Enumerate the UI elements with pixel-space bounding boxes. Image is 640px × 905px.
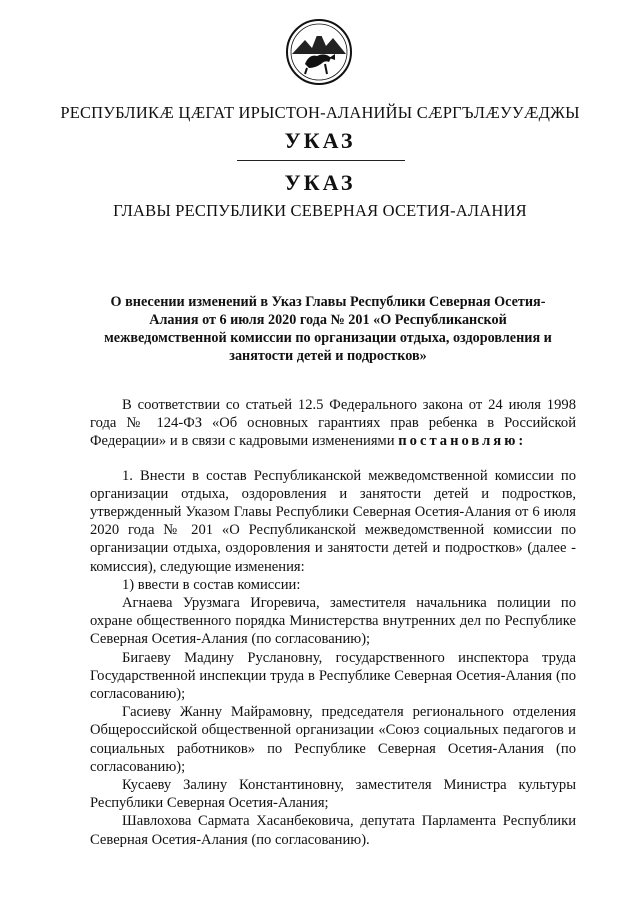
member-kusaeva: Кусаеву Залину Константиновну, заместителя Министра культуры Республики Северная Осетия-Алания; bbox=[90, 777, 576, 812]
header-head-of-republic: ГЛАВЫ РЕСПУБЛИКИ СЕВЕРНАЯ ОСЕТИЯ-АЛАНИЯ bbox=[113, 201, 527, 220]
coat-of-arms-emblem bbox=[285, 18, 353, 86]
paragraph-subitem-1: 1) ввести в состав комиссии: bbox=[122, 576, 301, 593]
decree-body bbox=[90, 396, 576, 849]
header-divider bbox=[237, 160, 405, 161]
header-ukaz-russian: УКАЗ bbox=[284, 170, 356, 195]
header-republic-ossetian: РЕСПУБЛИКӔ ЦӔГАТ ИРЫСТОН-АЛАНИЙЫ СӔРГЪЛӔУУӔДЖЫ bbox=[60, 103, 580, 122]
preamble-text: В соответствии со статьей 12.5 Федерального закона от 24 июля 1998 года № 124-ФЗ «Об основных гарантиях прав ребенка в Российской Федерации» и в связи с кадровыми изменениями bbox=[90, 397, 576, 450]
preamble-paragraph bbox=[90, 396, 576, 451]
member-agnaev: Агнаева Урузмага Игоревича, заместителя начальника полиции по охране общественного порядка Министерства внутренних дел по Республике Северная Осетия-Алания (по согласованию); bbox=[90, 595, 576, 648]
decree-word: постановляю: bbox=[398, 433, 527, 450]
member-shavlokhov: Шавлохова Сармата Хасанбековича, депутата Парламента Республики Северная Осетия-Алания (по согласованию). bbox=[90, 813, 576, 848]
paragraph-1: 1. Внести в состав Республиканской межведомственной комиссии по организации отдыха, оздоровления и занятости детей и подростков, утвержденный Указом Главы Республики Северная Осетия-Алания от 6 июля 2020 года № 201 «О Республиканской межведомственной комиссии по организации отдыха, оздоровления и занятости детей и подростков» (далее - комиссия), следующие изменения: bbox=[90, 467, 576, 575]
member-bigaeva: Бигаеву Мадину Руслановну, государственного инспектора труда Государственной инспекции труда в Республике Северная Осетия-Алания (по согласованию); bbox=[90, 649, 576, 703]
member-gasieva: Гасиеву Жанну Майрамовну, председателя регионального отделения Общероссийской общественной организации «Союз социальных педагогов и социальных работников» по Республике Северная Осетия-Алания (по согласованию); bbox=[90, 704, 576, 775]
decree-title: О внесении изменений в Указ Главы Республики Северная Осетия-Алания от 6 июля 2020 года № 201 «О Республиканской межведомственной комиссии по организации отдыха, оздоровления и занятости детей и подростков» bbox=[104, 294, 552, 364]
header-ukaz-ossetian: УКАЗ bbox=[284, 128, 356, 153]
